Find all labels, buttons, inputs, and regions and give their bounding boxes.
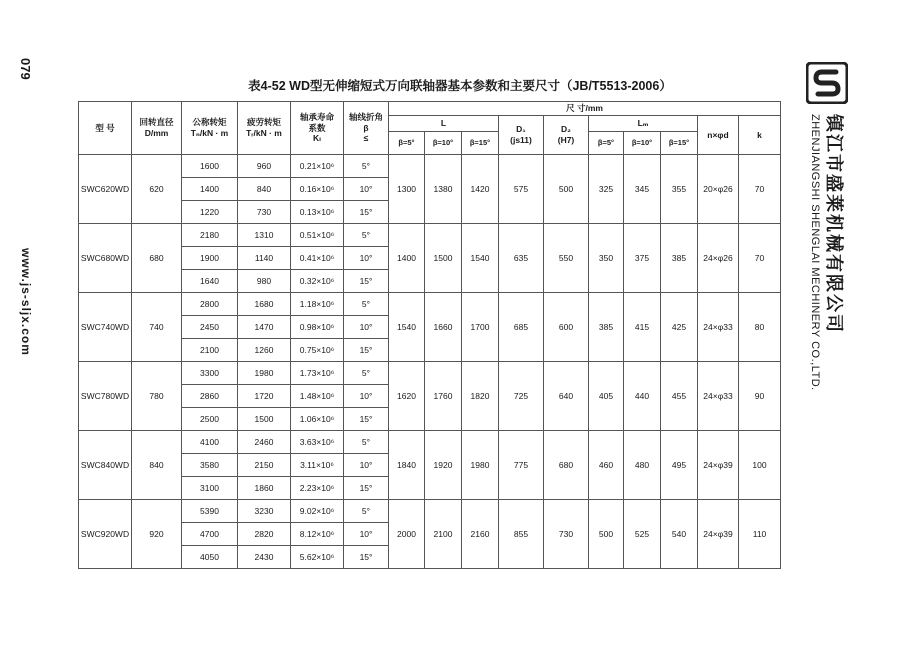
nominal-torque-cell: 3580 <box>182 454 238 477</box>
page-number: 079 <box>18 58 33 80</box>
fatigue-torque-cell: 1310 <box>238 224 291 247</box>
header-D2: D₂ (H7) <box>544 116 589 155</box>
header-rot-diameter: 回转直径 D/mm <box>132 102 182 155</box>
nphi-cell: 20×φ26 <box>698 155 739 224</box>
Lm-beta10-cell: 440 <box>624 362 661 431</box>
L-beta10-cell: 1920 <box>425 431 462 500</box>
nphi-cell: 24×φ33 <box>698 293 739 362</box>
L-beta10-cell: 1760 <box>425 362 462 431</box>
rot-diameter-cell: 740 <box>132 293 182 362</box>
nominal-torque-cell: 3100 <box>182 477 238 500</box>
angle-cell: 15° <box>344 408 389 431</box>
angle-cell: 10° <box>344 178 389 201</box>
L-beta10-cell: 2100 <box>425 500 462 569</box>
bearing-life-cell: 3.11×10⁶ <box>291 454 344 477</box>
fatigue-torque-cell: 980 <box>238 270 291 293</box>
nominal-torque-cell: 2860 <box>182 385 238 408</box>
bearing-life-cell: 0.41×10⁶ <box>291 247 344 270</box>
nominal-torque-cell: 3300 <box>182 362 238 385</box>
fatigue-torque-cell: 3230 <box>238 500 291 523</box>
angle-cell: 5° <box>344 500 389 523</box>
Lm-beta15-cell: 455 <box>661 362 698 431</box>
D1-cell: 685 <box>499 293 544 362</box>
nominal-torque-cell: 2180 <box>182 224 238 247</box>
angle-cell: 10° <box>344 523 389 546</box>
bearing-life-cell: 1.06×10⁶ <box>291 408 344 431</box>
table-body <box>79 155 781 569</box>
angle-cell: 15° <box>344 270 389 293</box>
bearing-life-cell: 0.51×10⁶ <box>291 224 344 247</box>
D2-cell: 730 <box>544 500 589 569</box>
angle-cell: 10° <box>344 247 389 270</box>
bearing-life-cell: 3.63×10⁶ <box>291 431 344 454</box>
bearing-life-cell: 5.62×10⁶ <box>291 546 344 569</box>
model-cell: SWC780WD <box>79 362 132 431</box>
Lm-beta10-cell: 375 <box>624 224 661 293</box>
nominal-torque-cell: 1600 <box>182 155 238 178</box>
header-angle: 轴线折角 β ≤ <box>344 102 389 155</box>
bearing-life-cell: 0.75×10⁶ <box>291 339 344 362</box>
angle-cell: 10° <box>344 385 389 408</box>
header-model: 型 号 <box>79 102 132 155</box>
fatigue-torque-cell: 730 <box>238 201 291 224</box>
table-title: 表4-52 WD型无伸缩短式万向联轴器基本参数和主要尺寸（JB/T5513-2006） <box>248 79 672 93</box>
header-D1: D₁ (js11) <box>499 116 544 155</box>
bearing-life-cell: 9.02×10⁶ <box>291 500 344 523</box>
nphi-cell: 24×φ33 <box>698 362 739 431</box>
header-Lm-beta5: β=5° <box>589 132 624 155</box>
bearing-life-cell: 2.23×10⁶ <box>291 477 344 500</box>
angle-cell: 5° <box>344 431 389 454</box>
D1-cell: 635 <box>499 224 544 293</box>
header-k: k <box>739 116 781 155</box>
header-L-beta10: β=10° <box>425 132 462 155</box>
L-beta10-cell: 1500 <box>425 224 462 293</box>
fatigue-torque-cell: 1260 <box>238 339 291 362</box>
k-cell: 70 <box>739 224 781 293</box>
table-row <box>79 500 781 523</box>
rot-diameter-cell: 840 <box>132 431 182 500</box>
D2-cell: 680 <box>544 431 589 500</box>
L-beta5-cell: 1300 <box>389 155 425 224</box>
k-cell: 80 <box>739 293 781 362</box>
D1-cell: 855 <box>499 500 544 569</box>
header-L: L <box>389 116 499 132</box>
nphi-cell: 24×φ39 <box>698 431 739 500</box>
bearing-life-cell: 1.73×10⁶ <box>291 362 344 385</box>
Lm-beta10-cell: 525 <box>624 500 661 569</box>
table-row <box>79 362 781 385</box>
table-row <box>79 155 781 178</box>
table-row <box>79 293 781 316</box>
table-row <box>79 224 781 247</box>
angle-cell: 5° <box>344 224 389 247</box>
Lm-beta15-cell: 540 <box>661 500 698 569</box>
website-url: www.js-sljx.com <box>19 248 33 356</box>
L-beta5-cell: 1400 <box>389 224 425 293</box>
Lm-beta5-cell: 350 <box>589 224 624 293</box>
nphi-cell: 24×φ39 <box>698 500 739 569</box>
nominal-torque-cell: 5390 <box>182 500 238 523</box>
L-beta5-cell: 1840 <box>389 431 425 500</box>
nominal-torque-cell: 1220 <box>182 201 238 224</box>
company-name <box>809 114 848 391</box>
D2-cell: 550 <box>544 224 589 293</box>
Lm-beta15-cell: 355 <box>661 155 698 224</box>
k-cell: 90 <box>739 362 781 431</box>
rot-diameter-cell: 920 <box>132 500 182 569</box>
Lm-beta5-cell: 325 <box>589 155 624 224</box>
L-beta5-cell: 2000 <box>389 500 425 569</box>
bearing-life-cell: 0.98×10⁶ <box>291 316 344 339</box>
nphi-cell: 24×φ26 <box>698 224 739 293</box>
nominal-torque-cell: 2500 <box>182 408 238 431</box>
header-Lm-beta10: β=10° <box>624 132 661 155</box>
fatigue-torque-cell: 1980 <box>238 362 291 385</box>
nominal-torque-cell: 1900 <box>182 247 238 270</box>
D2-cell: 600 <box>544 293 589 362</box>
rot-diameter-cell: 780 <box>132 362 182 431</box>
Lm-beta10-cell: 415 <box>624 293 661 362</box>
angle-cell: 15° <box>344 201 389 224</box>
Lm-beta10-cell: 345 <box>624 155 661 224</box>
model-cell: SWC620WD <box>79 155 132 224</box>
bearing-life-cell: 0.21×10⁶ <box>291 155 344 178</box>
model-cell: SWC920WD <box>79 500 132 569</box>
fatigue-torque-cell: 1500 <box>238 408 291 431</box>
rot-diameter-cell: 620 <box>132 155 182 224</box>
fatigue-torque-cell: 1680 <box>238 293 291 316</box>
nominal-torque-cell: 2100 <box>182 339 238 362</box>
nominal-torque-cell: 2800 <box>182 293 238 316</box>
nominal-torque-cell: 4050 <box>182 546 238 569</box>
Lm-beta5-cell: 500 <box>589 500 624 569</box>
company-name-cn: 镇江市盛莱机械有限公司 <box>824 114 844 334</box>
k-cell: 100 <box>739 431 781 500</box>
L-beta10-cell: 1380 <box>425 155 462 224</box>
angle-cell: 5° <box>344 293 389 316</box>
L-beta15-cell: 2160 <box>462 500 499 569</box>
Lm-beta5-cell: 385 <box>589 293 624 362</box>
bearing-life-cell: 0.32×10⁶ <box>291 270 344 293</box>
company-logo-icon <box>806 62 848 104</box>
D2-cell: 640 <box>544 362 589 431</box>
header-nominal-torque: 公称转矩 Tₙ/kN · m <box>182 102 238 155</box>
angle-cell: 15° <box>344 477 389 500</box>
bearing-life-cell: 1.18×10⁶ <box>291 293 344 316</box>
angle-cell: 5° <box>344 155 389 178</box>
angle-cell: 10° <box>344 316 389 339</box>
parameter-table <box>78 101 781 569</box>
header-L-beta15: β=15° <box>462 132 499 155</box>
Lm-beta15-cell: 425 <box>661 293 698 362</box>
bearing-life-cell: 0.13×10⁶ <box>291 201 344 224</box>
fatigue-torque-cell: 1470 <box>238 316 291 339</box>
D1-cell: 725 <box>499 362 544 431</box>
k-cell: 110 <box>739 500 781 569</box>
nominal-torque-cell: 4700 <box>182 523 238 546</box>
angle-cell: 10° <box>344 454 389 477</box>
L-beta15-cell: 1700 <box>462 293 499 362</box>
Lm-beta10-cell: 480 <box>624 431 661 500</box>
bearing-life-cell: 1.48×10⁶ <box>291 385 344 408</box>
bearing-life-cell: 0.16×10⁶ <box>291 178 344 201</box>
fatigue-torque-cell: 2150 <box>238 454 291 477</box>
D1-cell: 775 <box>499 431 544 500</box>
nominal-torque-cell: 1400 <box>182 178 238 201</box>
L-beta15-cell: 1420 <box>462 155 499 224</box>
nominal-torque-cell: 1640 <box>182 270 238 293</box>
L-beta15-cell: 1980 <box>462 431 499 500</box>
fatigue-torque-cell: 1720 <box>238 385 291 408</box>
header-dimensions: 尺 寸/mm <box>389 102 781 116</box>
k-cell: 70 <box>739 155 781 224</box>
L-beta15-cell: 1820 <box>462 362 499 431</box>
nominal-torque-cell: 4100 <box>182 431 238 454</box>
bearing-life-cell: 8.12×10⁶ <box>291 523 344 546</box>
L-beta15-cell: 1540 <box>462 224 499 293</box>
L-beta10-cell: 1660 <box>425 293 462 362</box>
header-bearing-life: 轴承寿命 系数 Kₗ <box>291 102 344 155</box>
table-row <box>79 431 781 454</box>
angle-cell: 5° <box>344 362 389 385</box>
nominal-torque-cell: 2450 <box>182 316 238 339</box>
rot-diameter-cell: 680 <box>132 224 182 293</box>
L-beta5-cell: 1540 <box>389 293 425 362</box>
fatigue-torque-cell: 2430 <box>238 546 291 569</box>
L-beta5-cell: 1620 <box>389 362 425 431</box>
fatigue-torque-cell: 840 <box>238 178 291 201</box>
header-Lm-beta15: β=15° <box>661 132 698 155</box>
model-cell: SWC680WD <box>79 224 132 293</box>
angle-cell: 15° <box>344 339 389 362</box>
model-cell: SWC740WD <box>79 293 132 362</box>
angle-cell: 15° <box>344 546 389 569</box>
header-nphi: n×φd <box>698 116 739 155</box>
fatigue-torque-cell: 960 <box>238 155 291 178</box>
fatigue-torque-cell: 1860 <box>238 477 291 500</box>
D1-cell: 575 <box>499 155 544 224</box>
Lm-beta5-cell: 460 <box>589 431 624 500</box>
Lm-beta15-cell: 385 <box>661 224 698 293</box>
header-fatigue-torque: 疲劳转矩 Tᵣ/kN · m <box>238 102 291 155</box>
company-name-en: ZHENJIANGSHI SHENGLAI MECHINERY CO.,LTD. <box>809 114 821 391</box>
fatigue-torque-cell: 1140 <box>238 247 291 270</box>
D2-cell: 500 <box>544 155 589 224</box>
header-Lm: Lₘ <box>589 116 698 132</box>
Lm-beta5-cell: 405 <box>589 362 624 431</box>
header-L-beta5: β=5° <box>389 132 425 155</box>
model-cell: SWC840WD <box>79 431 132 500</box>
fatigue-torque-cell: 2460 <box>238 431 291 454</box>
fatigue-torque-cell: 2820 <box>238 523 291 546</box>
Lm-beta15-cell: 495 <box>661 431 698 500</box>
